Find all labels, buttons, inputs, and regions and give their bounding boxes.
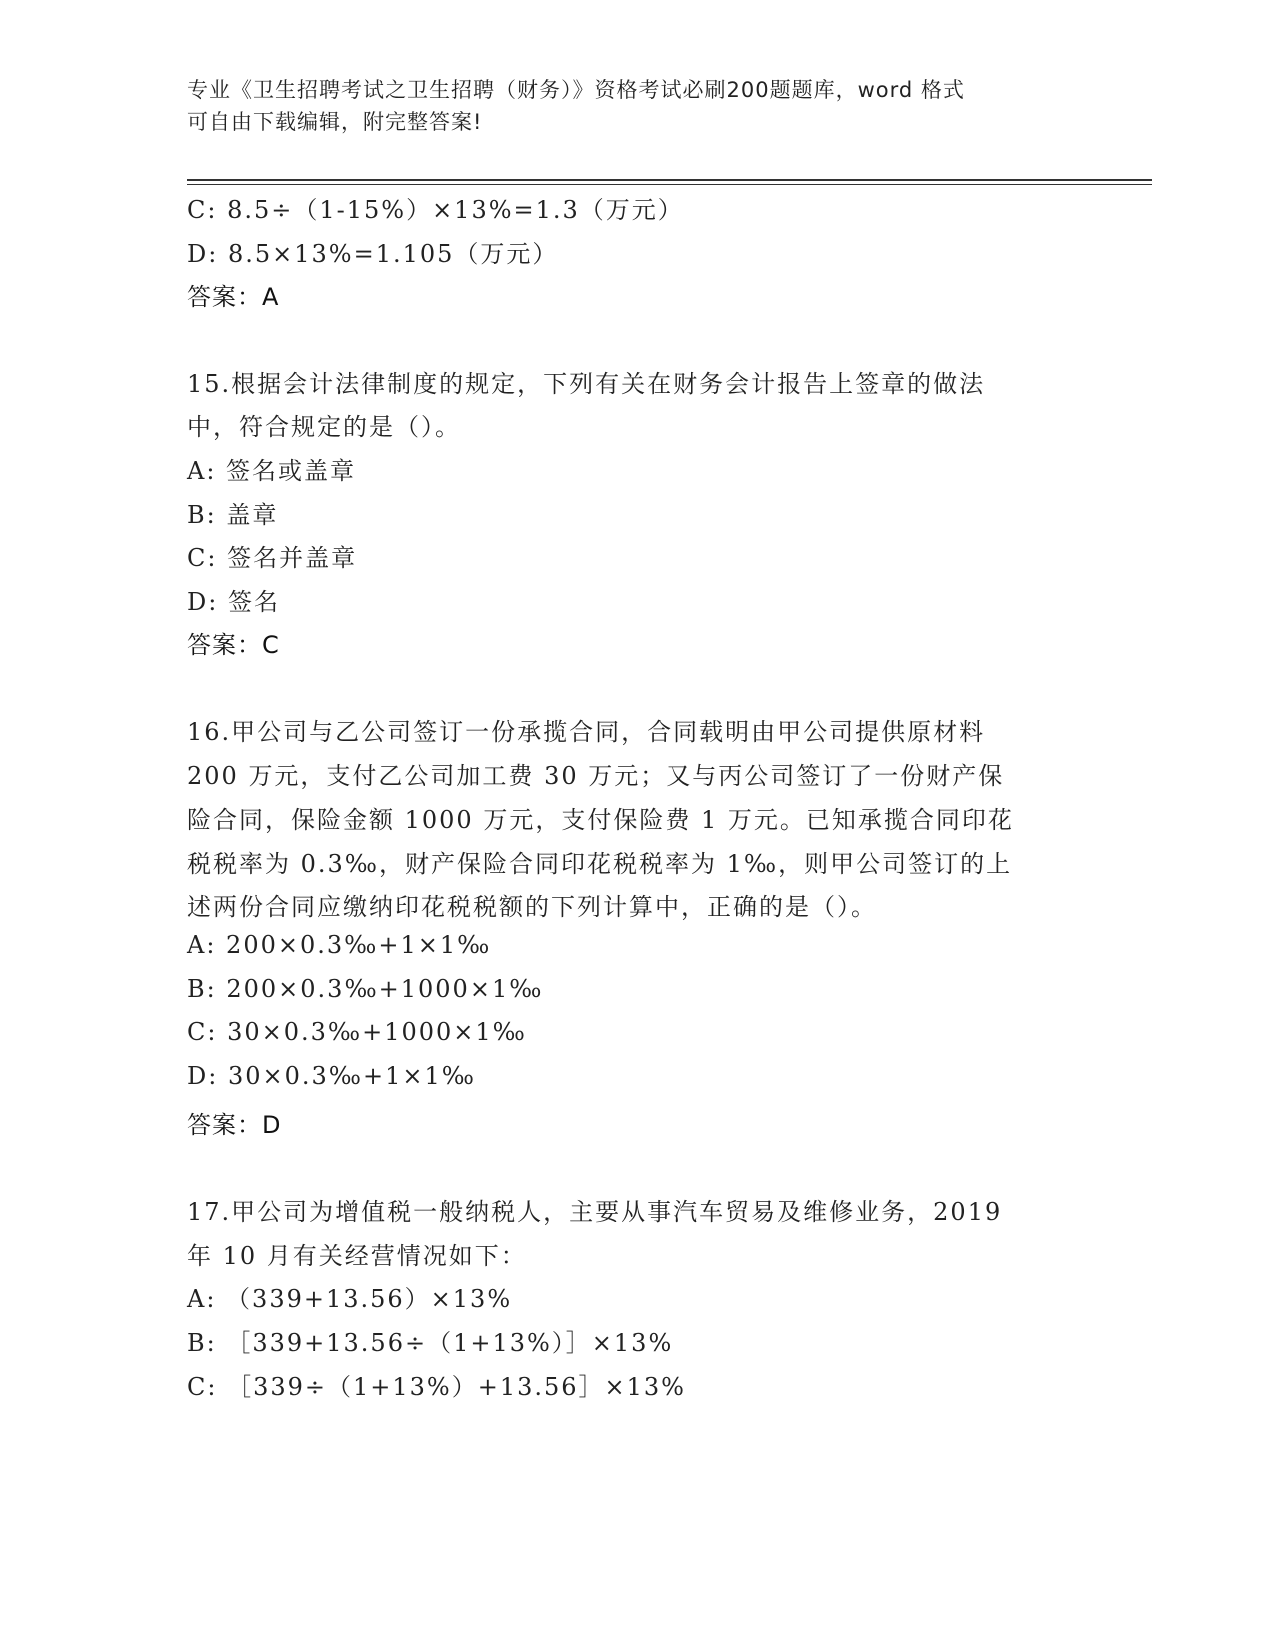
q14-option-c: C: 8.5÷（1-15%）×13%=1.3（万元） <box>187 196 684 224</box>
document-header <box>187 74 1067 138</box>
q14-option-d: D: 8.5×13%=1.105（万元） <box>187 240 559 268</box>
q16-stem-line-1: 16.甲公司与乙公司签订一份承揽合同，合同载明由甲公司提供原材料 <box>187 718 986 746</box>
q15-option-d: D: 签名 <box>187 588 280 616</box>
q16-answer: 答案：D <box>187 1111 282 1139</box>
q15-option-a: A: 签名或盖章 <box>187 457 357 485</box>
q17-option-b: B: ［339+13.56÷（1+13%）］×13% <box>187 1329 674 1357</box>
q16-option-d: D: 30×0.3‰+1×1‰ <box>187 1062 476 1090</box>
q17-option-a: A: （339+13.56）×13% <box>187 1285 513 1313</box>
q15-answer: 答案：C <box>187 631 280 659</box>
q15-stem-line-1: 15.根据会计法律制度的规定，下列有关在财务会计报告上签章的做法 <box>187 370 986 398</box>
q17-stem-line-1: 17.甲公司为增值税一般纳税人，主要从事汽车贸易及维修业务，2019 <box>187 1198 1003 1226</box>
q16-stem-line-2: 200 万元，支付乙公司加工费 30 万元；又与丙公司签订了一份财产保 <box>187 762 1005 790</box>
q16-stem-line-3: 险合同，保险金额 1000 万元，支付保险费 1 万元。已知承揽合同印花 <box>187 806 1014 834</box>
header-divider-thick <box>187 179 1152 181</box>
q17-option-c: C: ［339÷（1+13%）+13.56］×13% <box>187 1373 686 1401</box>
q15-option-b: B: 盖章 <box>187 501 279 529</box>
q16-stem-line-5: 述两份合同应缴纳印花税税额的下列计算中，正确的是（）。 <box>187 893 877 921</box>
q16-option-a: A: 200×0.3‰+1×1‰ <box>187 931 492 959</box>
header-title-line-1: 专业《卫生招聘考试之卫生招聘（财务）》资格考试必刷200题题库，word 格式 <box>187 78 965 102</box>
q16-option-b: B: 200×0.3‰+1000×1‰ <box>187 975 544 1003</box>
q15-option-c: C: 签名并盖章 <box>187 544 358 572</box>
q17-stem-line-2: 年 10 月有关经营情况如下： <box>187 1242 527 1270</box>
q15-stem-line-2: 中，符合规定的是（）。 <box>187 413 461 441</box>
header-divider-thin <box>187 184 1152 185</box>
q16-option-c: C: 30×0.3‰+1000×1‰ <box>187 1018 527 1046</box>
q14-answer: 答案：A <box>187 283 280 311</box>
q16-stem-line-4: 税税率为 0.3‰，财产保险合同印花税税率为 1‰，则甲公司签订的上 <box>187 850 1013 878</box>
header-title-line-2: 可自由下载编辑，附完整答案! <box>187 110 483 134</box>
